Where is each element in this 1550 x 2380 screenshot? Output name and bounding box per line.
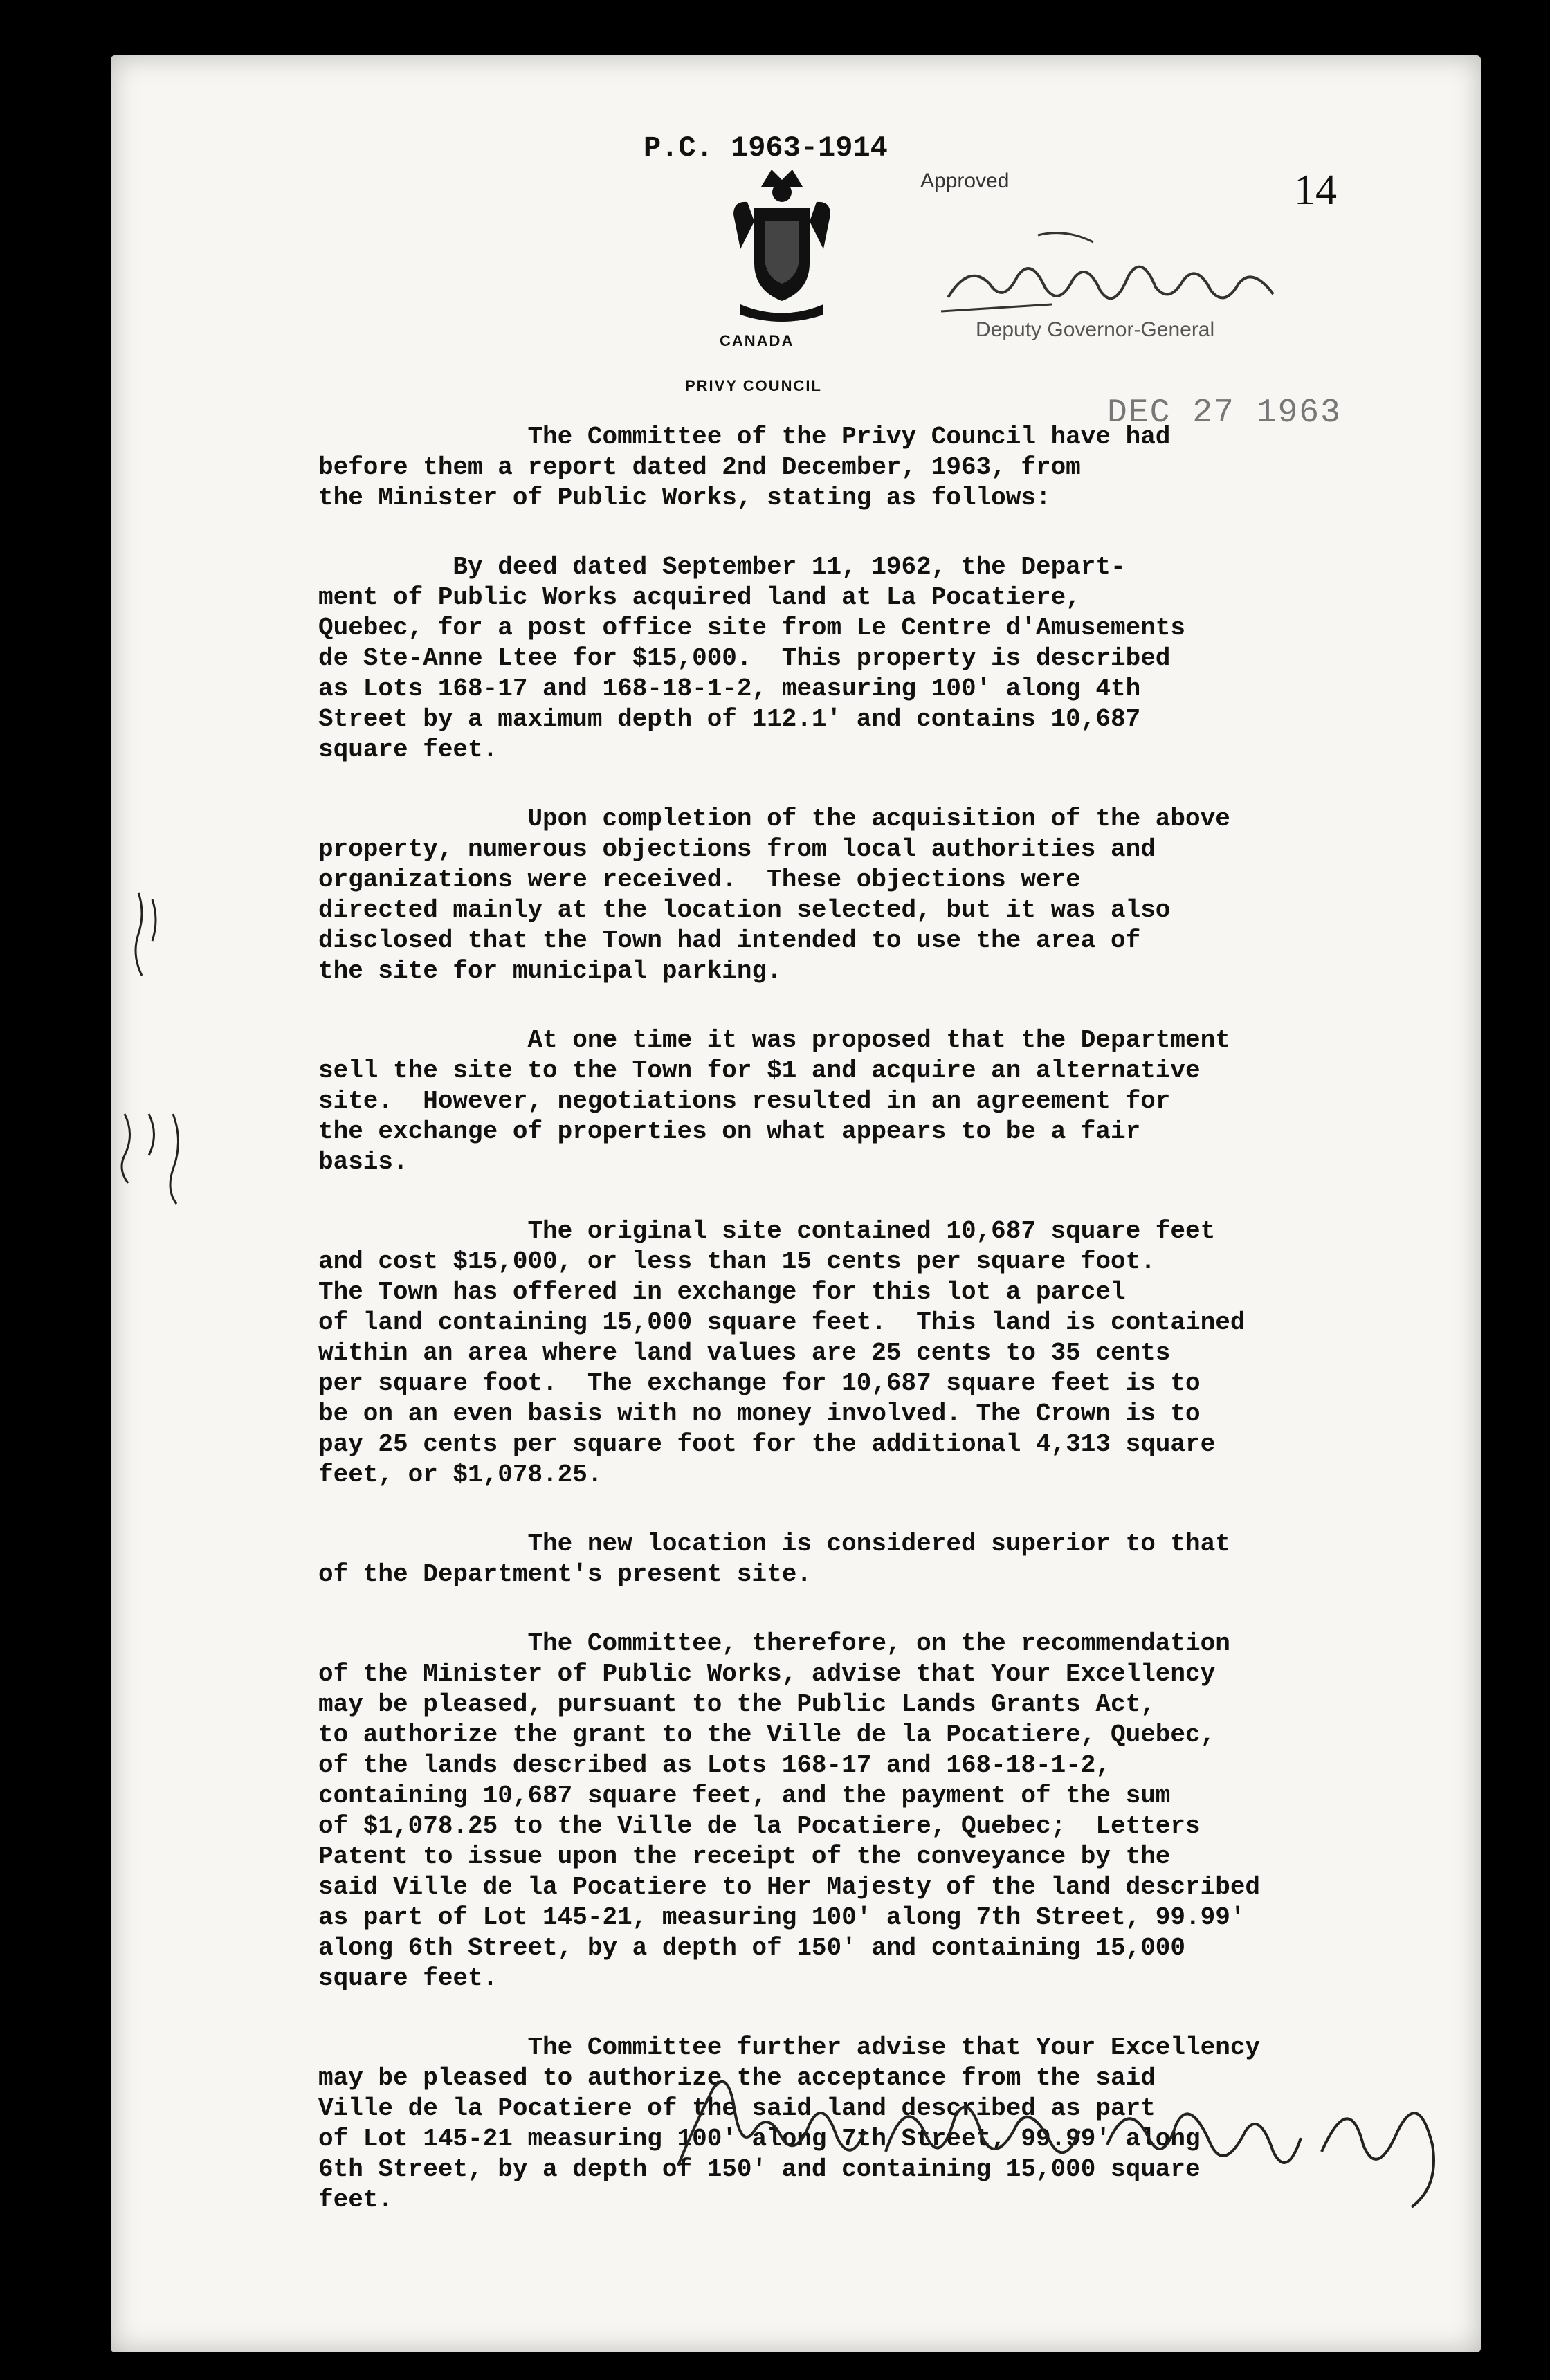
canada-label: CANADA bbox=[720, 332, 794, 349]
coat-of-arms-icon bbox=[713, 159, 851, 325]
paragraph-acceptance: The Committee further advise that Your Excellency may be pleased to authorize the acceptance from the said Ville de la Pocatiere of the said land described as part of Lot 145-21 measuring 100' along 7th Street, 99.99' along 6th Street, by a depth of 150' and containing 15,000 square feet. bbox=[318, 2033, 1261, 2214]
paragraph-proposal: At one time it was proposed that the Department sell the site to the Town for $1 and acquire an alternative site. However, negotiations resulted in an agreement for the exchange of properties on what appears to be a fair basis. bbox=[318, 1026, 1230, 1176]
document-page bbox=[111, 55, 1481, 2352]
clerk-signature-icon bbox=[664, 2048, 1467, 2228]
paragraph-original-site: The original site contained 10,687 square feet and cost $15,000, or less than 15 cents per square foot. The Town has offered in exchange for this lot a parcel of land containing 15,000 square feet. This land is contained within an area where land values are 25 cents to 35 cents per square foot. The exchange for 10,687 square feet is to be on an even basis with no money involved. The Crown is to pay 25 cents per square foot for the additional 4,313 square feet, or $1,078.25. bbox=[318, 1217, 1246, 1489]
paragraph-new-location: The new location is considered superior to that of the Department's present site. bbox=[318, 1530, 1230, 1589]
paragraph-objections: Upon completion of the acquisition of the above property, numerous objections from local authorities and organizations were received. These objections were directed mainly at the location selected, but it was also disclosed that the Town had intended to use the area of the site for municipal parking. bbox=[318, 805, 1230, 985]
margin-annotation-icon bbox=[111, 886, 208, 1273]
paragraph-recommendation: The Committee, therefore, on the recommendation of the Minister of Public Works, advise that Your Excellency may be pleased, pursuant to the Public Lands Grants Act, to authorize the grant to the Ville de la Pocatiere, Quebec, of the lands described as Lots 168-17 and 168-18-1-2, containing 10,687 square feet, and the payment of the sum of $1,078.25 to the Ville de la Pocatiere, Quebec; Letters Patent to issue upon the receipt of the conveyance by the said Ville de la Pocatiere to Her Majesty of the land described as part of Lot 145-21, measuring 100' along 7th Street, 99.99' along 6th Street, by a depth of 150' and containing 15,000 square feet. bbox=[318, 1629, 1261, 1993]
date-stamp: DEC 27 1963 bbox=[1107, 394, 1342, 432]
paragraph-deed: By deed dated September 11, 1962, the Depart- ment of Public Works acquired land at La Pocatiere, Quebec, for a post office site from Le Centre d'Amusements de Ste-Anne Ltee for $15,000. This property is described as Lots 168-17 and 168-18-1-2, measuring 100' along 4th Street by a maximum depth of 112.1' and contains 10,687 square feet. bbox=[318, 553, 1186, 764]
order-number: P.C. 1963-1914 bbox=[644, 131, 888, 165]
paragraph-intro: The Committee of the Privy Council have had before them a report dated 2nd December, 1963, from the Minister of Public Works, stating as follows: bbox=[318, 423, 1171, 512]
page-number: 14 bbox=[1294, 167, 1337, 214]
deputy-governor-label: Deputy Governor-General bbox=[976, 318, 1215, 341]
privy-council-label: PRIVY COUNCIL bbox=[685, 377, 822, 394]
order-body bbox=[318, 422, 1425, 2254]
approved-label: Approved bbox=[920, 170, 1010, 192]
